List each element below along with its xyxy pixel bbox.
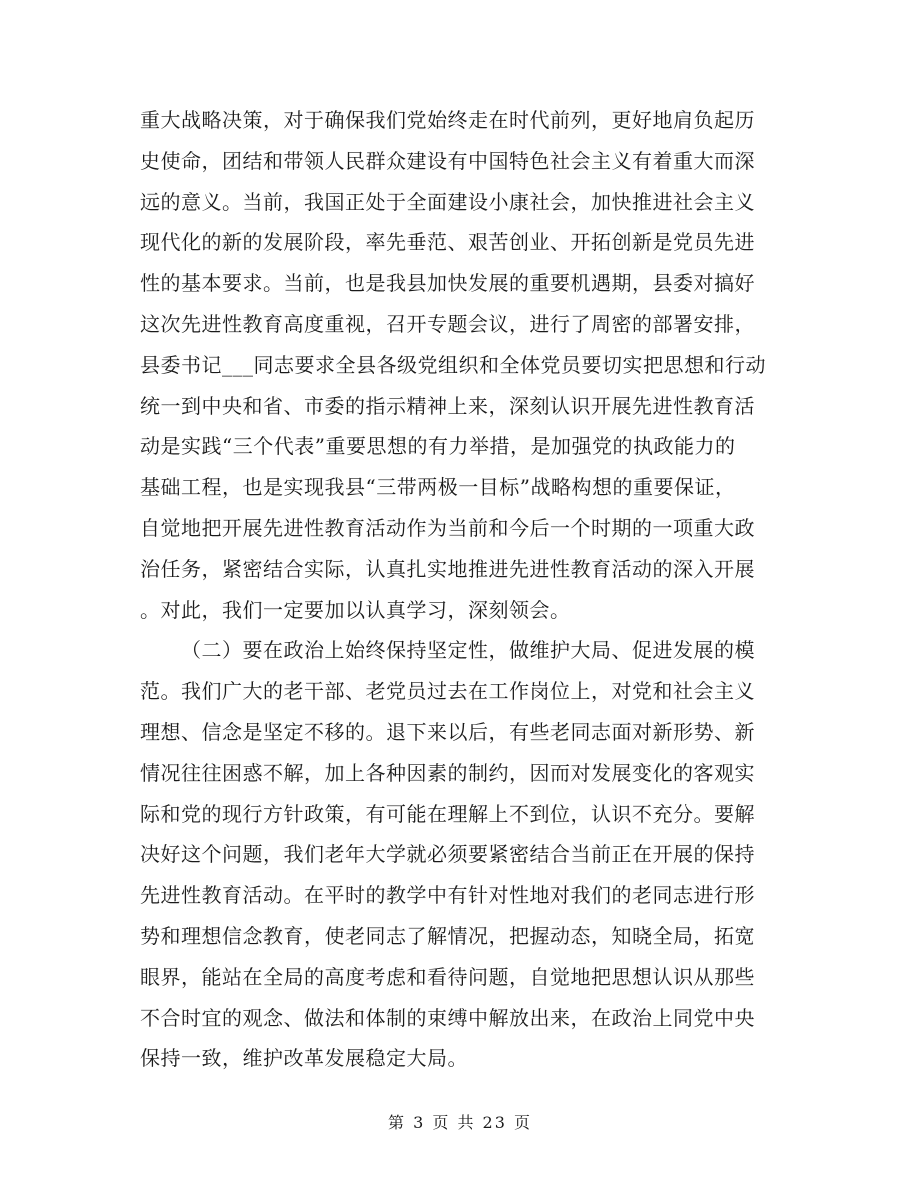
text-line: 远的意义。当前，我国正处于全面建设小康社会，加快推进社会主义 <box>140 189 755 214</box>
text-line: 史使命，团结和带领人民群众建设有中国特色社会主义有着重大而深 <box>140 148 755 173</box>
text-line: 基础工程，也是实现我县“三带两极一目标”战略构想的重要保证， <box>140 475 736 500</box>
text-line: 范。我们广大的老干部、老党员过去在工作岗位上，对党和社会主义 <box>140 679 755 704</box>
text-line: 决好这个问题，我们老年大学就必须要紧密结合当前正在开展的保持 <box>140 842 755 867</box>
text-line: 保持一致，维护改革发展稳定大局。 <box>140 1046 468 1071</box>
text-line: 情况往往困惑不解，加上各种因素的制约，因而对发展变化的客观实 <box>140 760 755 785</box>
text-line: 势和理想信念教育，使老同志了解情况，把握动态，知晓全局，拓宽 <box>140 923 755 948</box>
text-line: 。对此，我们一定要加以认真学习，深刻领会。 <box>140 597 571 622</box>
text-line: 这次先进性教育高度重视，召开专题会议，进行了周密的部署安排， <box>140 311 755 336</box>
text-line: 重大战略决策，对于确保我们党始终走在时代前列，更好地肩负起历 <box>140 108 755 132</box>
text-line: 动是实践“三个代表”重要思想的有力举措，是加强党的执政能力的 <box>140 434 736 459</box>
text-line: 先进性教育活动。在平时的教学中有针对性地对我们的老同志进行形 <box>140 883 755 908</box>
text-line: 眼界，能站在全局的高度考虑和看待问题，自觉地把思想认识从那些 <box>140 964 755 989</box>
text-line: 统一到中央和省、市委的指示精神上来，深刻认识开展先进性教育活 <box>140 393 755 418</box>
text-line: 性的基本要求。当前，也是我县加快发展的重要机遇期，县委对搞好 <box>140 271 755 296</box>
text-line: 现代化的新的发展阶段，率先垂范、艰苦创业、开拓创新是党员先进 <box>140 230 755 255</box>
text-line: 理想、信念是坚定不移的。退下来以后，有些老同志面对新形势、新 <box>140 719 755 744</box>
text-line: 际和党的现行方针政策，有可能在理解上不到位，认识不充分。要解 <box>140 801 755 826</box>
document-body <box>140 100 780 1079</box>
text-line: 治任务，紧密结合实际，认真扎实地推进先进性教育活动的深入开展 <box>140 556 755 581</box>
text-line: 县委书记___同志要求全县各级党组织和全体党员要切实把思想和行动 <box>140 352 766 377</box>
text-line: 自觉地把开展先进性教育活动作为当前和今后一个时期的一项重大政 <box>140 515 755 540</box>
paragraph-heading-line: （二）要在政治上始终保持坚定性，做维护大局、促进发展的模 <box>181 638 755 663</box>
text-line: 不合时宜的观念、做法和体制的束缚中解放出来，在政治上同党中央 <box>140 1005 755 1030</box>
page-number-footer: 第 3 页 共 23 页 <box>388 1113 532 1132</box>
